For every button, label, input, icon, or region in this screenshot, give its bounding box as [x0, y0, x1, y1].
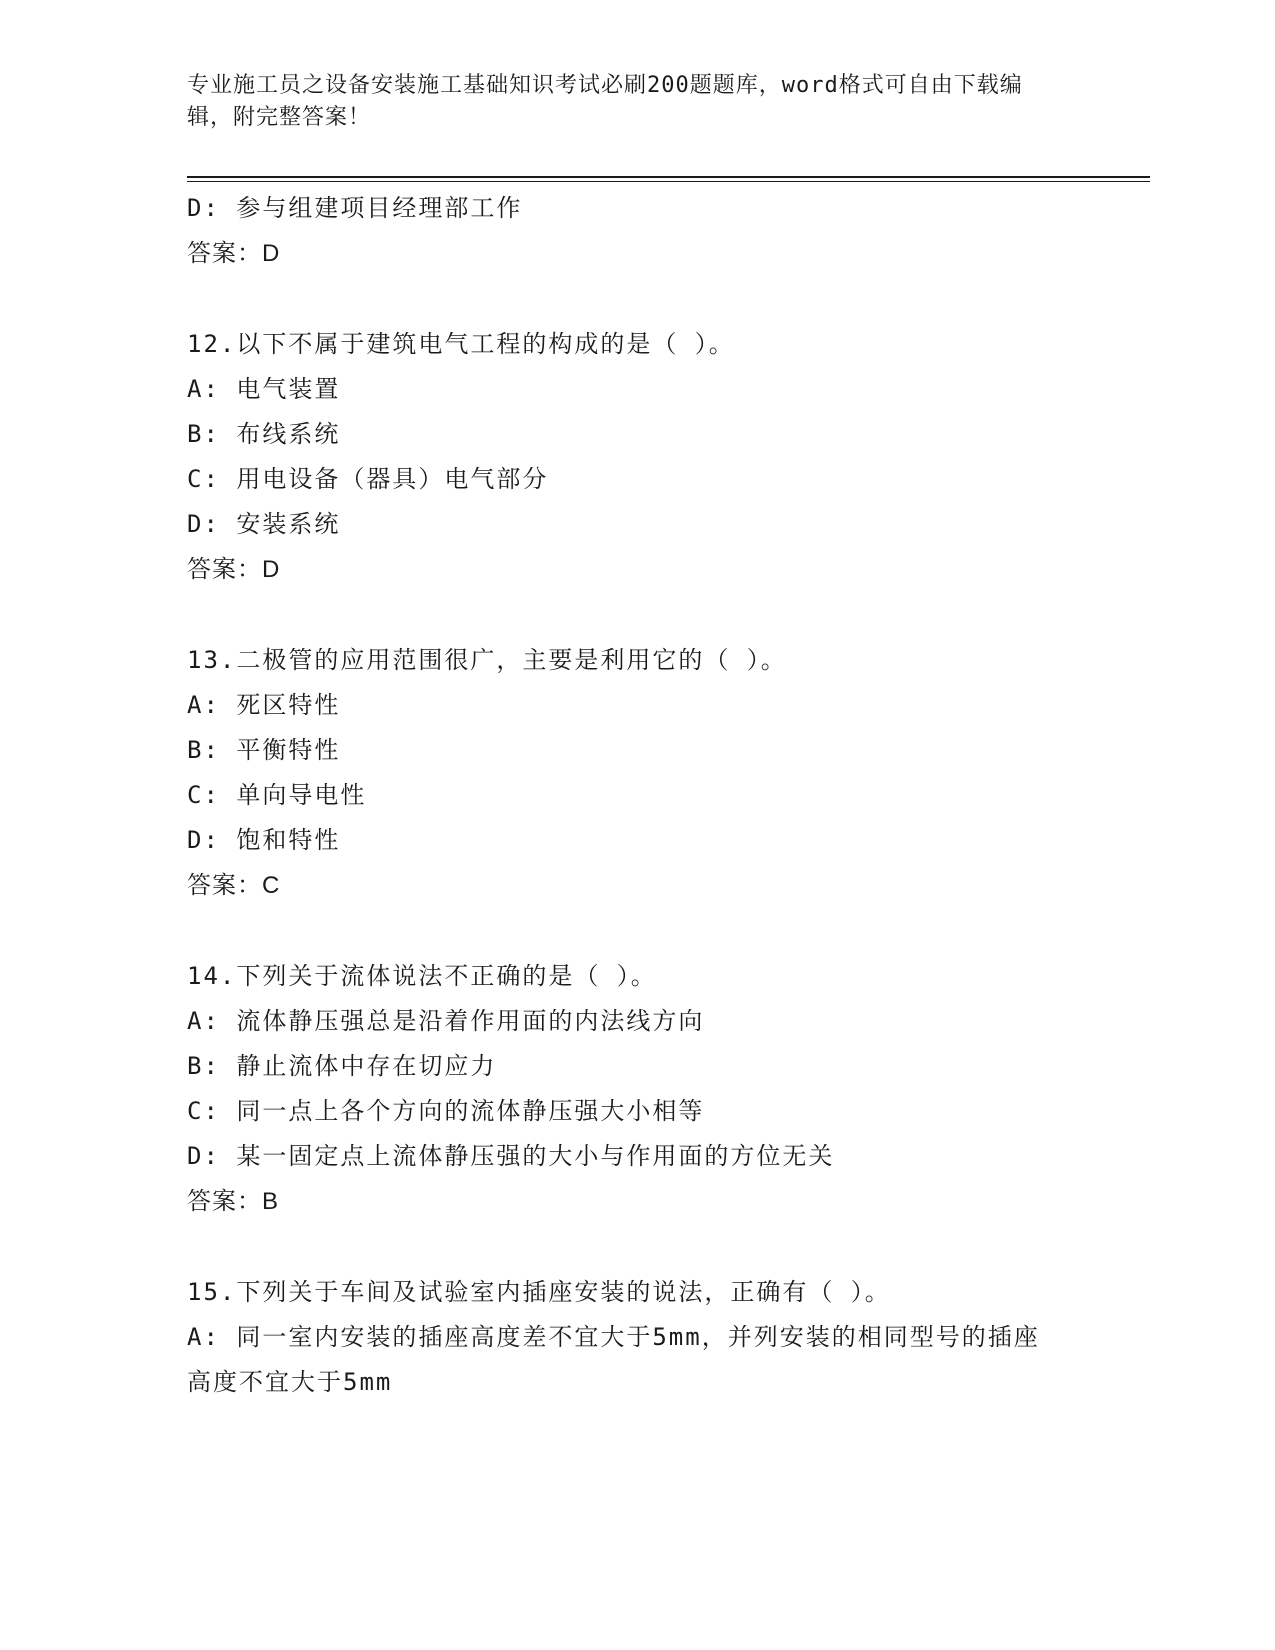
- question-12: [187, 322, 1087, 593]
- question-13: [187, 638, 1087, 909]
- option-c: C: 用电设备（器具）电气部分: [187, 465, 549, 493]
- answer: 答案：C: [187, 872, 281, 899]
- option-c: C: 同一点上各个方向的流体静压强大小相等: [187, 1097, 705, 1125]
- option-d-continued: D: 参与组建项目经理部工作: [187, 194, 523, 222]
- question-14: [187, 954, 1087, 1225]
- answer-continued: 答案：D: [187, 240, 281, 267]
- option-b: B: 静止流体中存在切应力: [187, 1052, 497, 1080]
- option-c: C: 单向导电性: [187, 781, 367, 809]
- option-a: A: 电气装置: [187, 375, 341, 403]
- page-header: [187, 70, 1067, 134]
- question-title: 15.下列关于车间及试验室内插座安装的说法，正确有（ ）。: [187, 1278, 891, 1306]
- header-divider-thin: [187, 181, 1150, 182]
- option-d: D: 饱和特性: [187, 826, 341, 854]
- answer: 答案：D: [187, 556, 281, 583]
- answer: 答案：B: [187, 1188, 280, 1215]
- question-title: 12.以下不属于建筑电气工程的构成的是（ ）。: [187, 330, 735, 358]
- header-divider-thick: [187, 176, 1150, 178]
- option-b: B: 布线系统: [187, 420, 341, 448]
- option-a: A: 同一室内安装的插座高度差不宜大于5mm，并列安装的相同型号的插座高度不宜大于5mm: [187, 1323, 1040, 1396]
- question-list: [187, 186, 1087, 1405]
- option-a: A: 死区特性: [187, 691, 341, 719]
- option-d: D: 某一固定点上流体静压强的大小与作用面的方位无关: [187, 1142, 835, 1170]
- header-title: 专业施工员之设备安装施工基础知识考试必刷200题题库，word格式可自由下载编辑，附完整答案！: [187, 73, 1023, 130]
- option-a: A: 流体静压强总是沿着作用面的内法线方向: [187, 1007, 705, 1035]
- question-15: [187, 1270, 1087, 1405]
- option-d: D: 安装系统: [187, 510, 341, 538]
- question-title: 14.下列关于流体说法不正确的是（ ）。: [187, 962, 657, 990]
- option-b: B: 平衡特性: [187, 736, 341, 764]
- question-title: 13.二极管的应用范围很广，主要是利用它的（ ）。: [187, 646, 787, 674]
